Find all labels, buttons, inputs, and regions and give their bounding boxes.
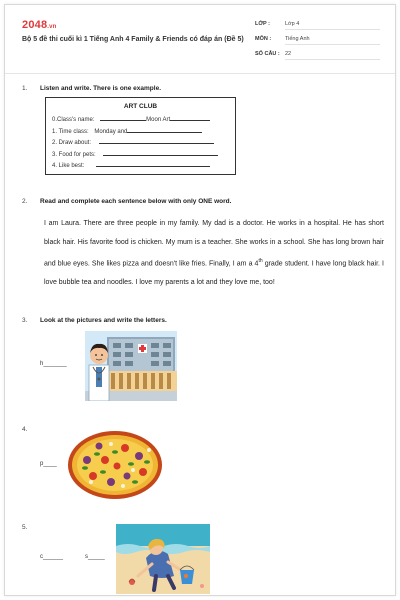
- club-row-2: [52, 138, 214, 146]
- club-row-3-blank[interactable]: [103, 150, 218, 156]
- header-divider: [5, 73, 395, 74]
- q2-instruction: Read and complete each sentence below with only ONE word.: [40, 198, 232, 205]
- meta-count-value: 22: [285, 51, 380, 60]
- site-logo[interactable]: [22, 19, 57, 31]
- reading-ordinal-suffix: th: [258, 258, 263, 264]
- logo-text: 2048: [22, 19, 48, 31]
- q1-number: 1.: [22, 85, 28, 92]
- q4-number: 4.: [22, 426, 28, 433]
- worksheet-page: [4, 4, 396, 596]
- answer-blank-5a[interactable]: c______: [40, 554, 64, 560]
- club-row-3: [52, 150, 218, 158]
- club-row-1: [52, 127, 202, 135]
- pizza-picture: [67, 430, 163, 500]
- club-row-0-line-b: [170, 115, 210, 121]
- answer-blank-pizza[interactable]: p____: [40, 461, 57, 467]
- meta-class-value: Lớp 4: [285, 21, 380, 30]
- club-row-1-blank[interactable]: [127, 127, 202, 133]
- meta-count-key: SỐ CÂU :: [255, 51, 280, 57]
- club-row-0-label: 0.Class's name:: [52, 117, 95, 123]
- q3-number: 3.: [22, 317, 28, 324]
- club-row-1-label: 1. Time class:: [52, 129, 89, 135]
- document-header: [5, 5, 395, 73]
- beach-shells-picture: [116, 524, 210, 594]
- club-row-0-line-a: [100, 115, 146, 121]
- meta-subject-key: MÔN :: [255, 36, 272, 42]
- q5-number: 5.: [22, 524, 28, 531]
- club-row-0-answer: Moon Art: [146, 117, 171, 123]
- club-row-3-label: 3. Food for pets:: [52, 152, 96, 158]
- q2-number: 2.: [22, 198, 28, 205]
- club-row-2-label: 2. Draw about:: [52, 140, 92, 146]
- doctor-hospital-picture: [85, 331, 177, 401]
- document-title: Bộ 5 đề thi cuối kì 1 Tiếng Anh 4 Family & Friends có đáp án (Đề 5): [22, 36, 244, 43]
- club-row-1-answer: Monday and: [94, 129, 128, 135]
- logo-suffix: .vn: [47, 24, 57, 30]
- answer-blank-hospital[interactable]: h_______: [40, 361, 67, 367]
- art-club-title: ART CLUB: [123, 103, 158, 110]
- club-row-4: [52, 161, 210, 169]
- meta-class-key: LỚP :: [255, 21, 270, 27]
- club-row-0: [52, 115, 210, 123]
- reading-passage: [44, 214, 384, 292]
- club-row-4-blank[interactable]: [96, 161, 210, 167]
- art-club-form: [45, 97, 236, 175]
- club-row-4-label: 4. Like best:: [52, 163, 85, 169]
- meta-subject-value: Tiếng Anh: [285, 36, 380, 45]
- q1-instruction: Listen and write. There is one example.: [40, 85, 162, 92]
- club-row-2-blank[interactable]: [99, 138, 214, 144]
- reading-text-part2: grade student. I have long black hair. I love bubble tea and noodles. I love my parents a lot and they love me, too!: [44, 260, 384, 287]
- reading-text-part1: I am Laura. There are three people in my family. My dad is a doctor. He works in a hospital. He has short black hair. His favorite food is chicken. My mum is a teacher. She works in a school. She has long brown hair and blue eyes. She likes pizza and doesn't like fries. Finally, I am a 4: [44, 220, 384, 268]
- answer-blank-5b[interactable]: s_____: [85, 554, 105, 560]
- q3-instruction: Look at the pictures and write the letters.: [40, 317, 167, 324]
